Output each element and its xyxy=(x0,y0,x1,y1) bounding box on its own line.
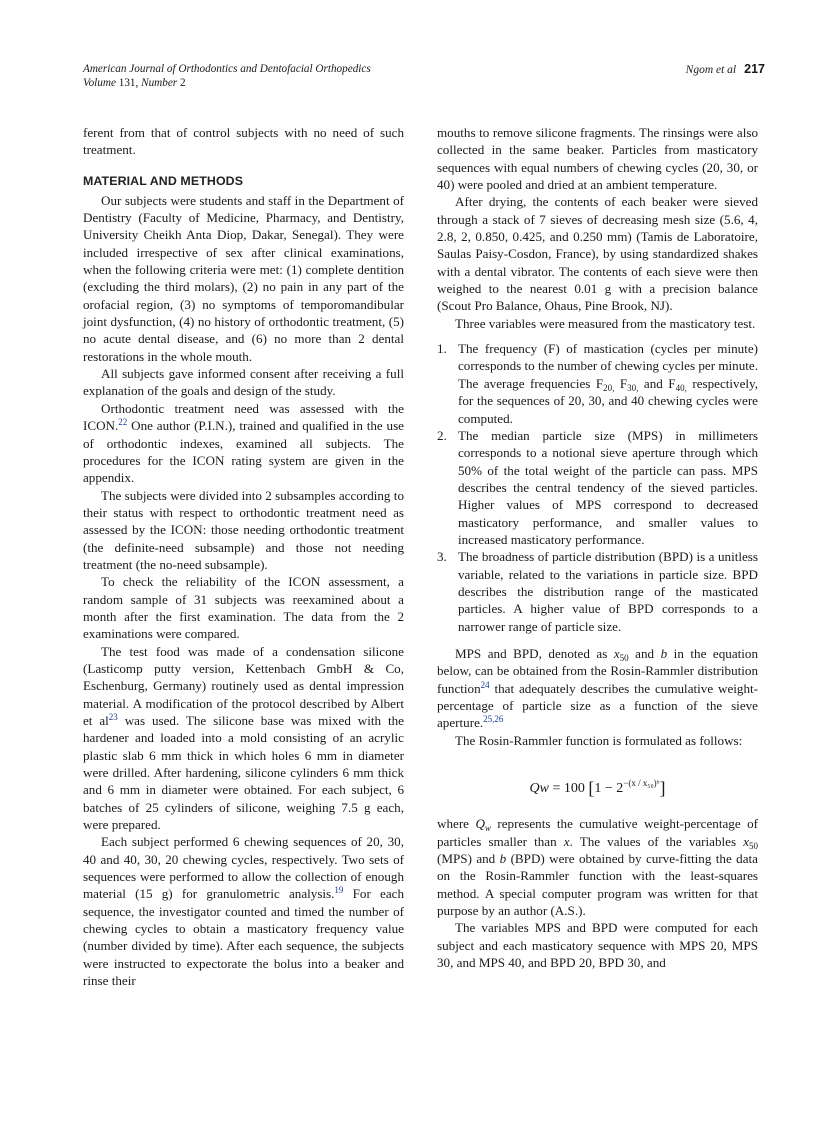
paragraph: Orthodontic treatment need was assessed with the ICON.$^{22}$ One author (P.I.N.), trained and qualified in the use of orthodontic indexes, examined all subjects. The procedures for the ICON rating system are given in the appendix. xyxy=(83,400,404,486)
paragraph: The Rosin-Rammler function is formulated as follows: xyxy=(455,732,743,748)
paragraph: MPS and BPD, denoted as $x_{50}$ and b in the equation below, can be obtained from the Rosin-Rammler distribution function$^{24}$ that adequately describes the cumulative weight-percentage of particle size as a function of the sieve aperture.$^{25,26}$ xyxy=(437,645,758,731)
right-column xyxy=(437,124,758,971)
journal-citation xyxy=(83,62,371,90)
paragraph: The variables MPS and BPD were computed for each subject and each masticatory sequence with MPS 20, MPS 30, and MPS 40, and BPD 20, BPD 30, and xyxy=(437,920,758,971)
section-heading: MATERIAL AND METHODS xyxy=(83,173,244,188)
journal-title: American Journal of Orthodontics and Dentofacial Orthopedics xyxy=(83,63,371,75)
paragraph: All subjects gave informed consent after receiving a full explanation of the goals and design of the study. xyxy=(83,366,404,399)
reference-link[interactable]: 22 xyxy=(118,417,128,428)
list-item: 3. The broadness of particle distribution (BPD) is a unitless variable, related to the variations in particle size. BPD describes the distribution range of the masticated particles. A higher value of BPD corresponds to a narrower range of particle size. xyxy=(437,549,758,634)
paragraph: where $Q_w$ represents the cumulative weight-percentage of particles smaller than x. The values of the variables $x_{50}$ (MPS) and b (BPD) were obtained by curve-fitting the data on the Rosin-Rammler function with the least-squares method. A special computer program was written for that purpose by an author (A.S.). xyxy=(437,816,758,919)
running-author: Ngom et al xyxy=(685,64,737,76)
paragraph: Three variables were measured from the masticatory test. xyxy=(455,315,756,331)
paragraph: Our subjects were students and staff in the Department of Dentistry (Faculty of Medicine, Pharmacy, and Dentistry, University Cheikh Anta Diop, Dakar, Senegal). They were included irrespective of sex after clinical examinations, when the following criteria were met: (1) complete dentition (excluding the third molars), (2) no pain in any part of the orofacial region, (3) no symptoms of temporomandibular joint dysfunction, (4) no history of orthodontic treatment, (5) no acute dental disease, and (6) no more than 2 dental restorations in the whole mouth. xyxy=(83,192,404,364)
page-number: 217 xyxy=(744,62,765,76)
paragraph: The subjects were divided into 2 subsamples according to their status with respect to orthodontic treatment need as assessed by the ICON: those needing orthodontic treatment (the definite-need subsample) and those not needing treatment (the no-need subsample). xyxy=(83,487,404,572)
paragraph: The test food was made of a condensation silicone (Lasticomp putty version, Kettenbach GmbH & Co, Eschenburg, Germany) routinely used as dental impression material. A modification of the protocol described by Albert et $al^{23}$ was used. The silicone base was mixed with the hardener and loaded into a mold consisting of an acrylic plastic slab 6 mm thick in which holes 6 mm in diameter were drilled. After hardening, silicone cylinders 6 mm thick and 6 mm in diameter were obtained. For each subject, 6 batches of 25 cylinders of silicone, weighing 7.5 g each, were prepared. xyxy=(83,643,404,833)
journal-volume-issue: Volume 131, Number 2 xyxy=(83,77,186,89)
paragraph: Each subject performed 6 chewing sequences of 20, 30, 40 and 40, 30, 20 chewing cycles, respectively. Two sets of sequences were performed to allow the collection of enough material (15 g) for granulometric analysis.$^{19}$ For each sequence, the investigator counted and timed the number of chewing cycles to obtain a masticatory frequency value (number divided by time). After each sequence, the subjects were instructed to expectorate the bolus into a beaker and rinse their xyxy=(83,834,404,989)
issue-number: 2 xyxy=(179,77,186,89)
volume-number: 131 xyxy=(118,77,136,89)
reference-link[interactable]: 23 xyxy=(108,712,118,722)
page-header xyxy=(83,62,765,96)
running-head xyxy=(686,62,765,77)
paragraph: ferent from that of control subjects with no need of such treatment. xyxy=(83,125,404,158)
paragraph: After drying, the contents of each beaker were sieved through a stack of 7 sieves of decreasing mesh size (5.6, 4, 2.8, 2, 0.850, 0.425, and 0.250 mm) (Tamis de Laboratoire, Saulas Paisy-Cosdon, France), by using standardized shakes with a dental vibrator. The contents of each sieve were then weighed to the nearest 0.01 g with a precision balance (Scout Pro Balance, Ohaus, Pine Brook, NJ). xyxy=(437,194,758,314)
list-item: 2. The median particle size (MPS) in millimeters corresponds to a notional sieve aperture through which 50% of the total weight of the particle can pass. MPS describes the central tendency of the sieved particles. Higher values of MPS correspond to decreased masticatory performance, and smaller values to increased masticatory performance. xyxy=(437,427,758,547)
rosin-rammler-equation: Qw = 100 $[1 - 2^{-(x / x_{50})ᵇ}]$ xyxy=(529,778,666,799)
left-column xyxy=(83,124,404,990)
list-item: 1. The frequency (F) of mastication (cycles per minute) corresponds to the number of chewing cycles per minute. The average frequencies $F_{20,}$ $F_{30,}$ and $F_{40,}$ respectively, for the sequences of 20, 30, and 40 chewing cycles were computed. xyxy=(437,341,759,426)
paragraph: mouths to remove silicone fragments. The rinsings were also collected in the same beaker. Particles from masticatory sequences with equal numbers of chewing cycles (20, 30, or 40) were pooled and dried at an ambient temperature. xyxy=(437,125,758,193)
reference-link[interactable]: 19 xyxy=(334,885,344,896)
paragraph: To check the reliability of the ICON assessment, a random sample of 31 subjects was reexamined about a month after the first examination. The data from the 2 examinations were compared. xyxy=(83,574,404,642)
variables-list xyxy=(437,340,758,635)
reference-link[interactable]: 24 xyxy=(480,679,490,690)
reference-link[interactable]: 25,26 xyxy=(483,714,504,725)
